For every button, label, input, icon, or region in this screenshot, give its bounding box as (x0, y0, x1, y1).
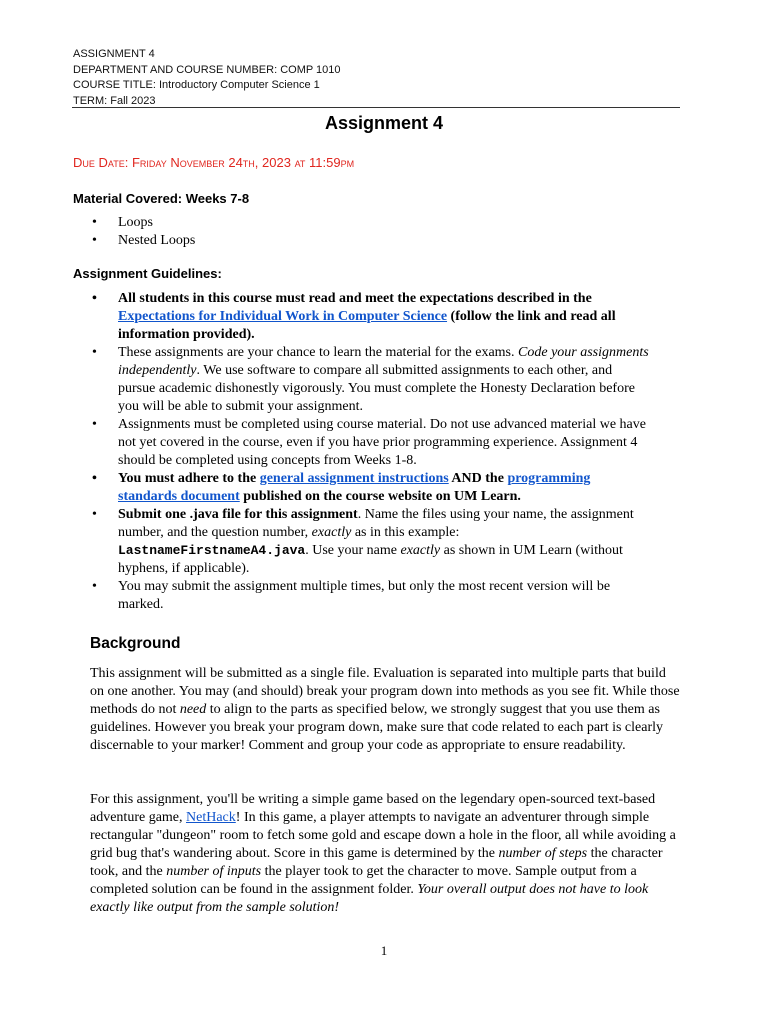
due-date (73, 155, 354, 170)
guideline-text: (follow the link and read all information provided). (118, 309, 616, 342)
guideline-item (90, 344, 650, 416)
list-item: • Loops (90, 214, 195, 232)
header-divider (72, 107, 680, 108)
guideline-emphasis: exactly (400, 543, 441, 558)
guideline-text: These assignments are your chance to learn the material for the exams. (118, 345, 519, 360)
list-item: • Nested Loops (90, 232, 195, 250)
expectations-link[interactable]: Expectations for Individual Work in Computer Science (118, 309, 448, 324)
paragraph-text: the character took, and the (90, 846, 663, 879)
guideline-text: You must adhere to the (118, 471, 260, 486)
guideline-emphasis: Code your assignments independently (118, 345, 649, 378)
material-list (90, 214, 195, 250)
guideline-emphasis: Submit one .java file for this assignment (118, 507, 358, 522)
guideline-text: . Name the files using your name, the assignment number, and the question number, (118, 507, 634, 540)
guideline-text: as in this example: (351, 525, 460, 540)
general-instructions-link[interactable]: general assignment instructions (259, 471, 449, 486)
guideline-text: All students in this course must read and meet the expectations described in the (118, 291, 592, 306)
paragraph-emphasis: number of inputs (166, 864, 262, 879)
background-paragraph-2 (90, 791, 682, 917)
paragraph-emphasis: Your overall output does not have to look exactly like output from the sample solution! (90, 882, 649, 915)
nethack-link[interactable]: NetHack (186, 810, 236, 825)
paragraph-emphasis: need (179, 702, 207, 717)
background-heading: Background (90, 635, 181, 652)
document-header (73, 47, 341, 109)
paragraph-emphasis: number of steps (498, 846, 588, 861)
guideline-item: • You may submit the assignment multiple times, but only the most recent version will be marked. (90, 578, 650, 614)
guideline-text: AND the (448, 471, 508, 486)
filename-example: LastnameFirstnameA4.java (118, 543, 306, 558)
guideline-emphasis: exactly (311, 525, 352, 540)
header-course-number: DEPARTMENT AND COURSE NUMBER: COMP 1010 (73, 63, 341, 76)
paragraph-text: ! In this game, a player attempts to navigate an adventurer through simple rectangular "dungeon" room to fetch some gold and escape down a hole in the floor, all while avoiding a grid bug that's wandering about. Score in this game is determined by the (90, 810, 676, 861)
guideline-text: published on the course website on UM Learn. (239, 489, 521, 504)
header-assignment: ASSIGNMENT 4 (73, 48, 155, 60)
guidelines-heading: Assignment Guidelines: (73, 266, 222, 281)
due-date-label: Due Date: (73, 155, 132, 170)
paragraph-text: This assignment will be submitted as a single file. Evaluation is separated into multiple parts that build on one another. You may (and should) break your program down into methods as you see fit. While those methods do not (90, 666, 680, 717)
material-heading: Material Covered: Weeks 7-8 (73, 191, 250, 206)
header-term: TERM: Fall 2023 (73, 94, 156, 107)
guideline-item (90, 290, 650, 344)
programming-standards-link[interactable]: programming standards document (118, 471, 591, 504)
header-course-title: COURSE TITLE: Introductory Computer Science 1 (73, 79, 320, 91)
paragraph-text: the player took to get the character to move. Sample output from a completed solution can be found in the assignment folder. (90, 864, 637, 897)
guideline-text: . Use your name (305, 543, 401, 558)
page-number: 1 (380, 943, 388, 958)
guideline-item: • Assignments must be completed using course material. Do not use advanced material we have not yet covered in the course, even if you have prior programming experience. Assignment 4 should be completed using concepts from Weeks 1-8. (90, 416, 650, 470)
background-paragraph-1 (90, 665, 682, 755)
paragraph-text: to align to the parts as specified below, we strongly suggest that you use them as guidelines. However you break your program down, make sure that code related to each part is clearly discernable to your marker! Comment and group your code as appropriate to ensure readability. (90, 702, 664, 753)
guideline-text: as shown in UM Learn (without hyphens, if applicable). (118, 543, 623, 576)
guideline-text: . We use software to compare all submitted assignments to each other, and pursue academic dishonestly vigorously. You must complete the Honesty Declaration before you will be able to submit your assignment. (118, 363, 635, 414)
paragraph-text: For this assignment, you'll be writing a simple game based on the legendary open-sourced text-based adventure game, (90, 792, 656, 825)
guideline-item (90, 470, 650, 506)
guideline-item (90, 506, 650, 578)
page-title: Assignment 4 (324, 113, 444, 133)
guidelines-list (90, 290, 650, 614)
due-date-value: Friday November 24th, 2023 at 11:59pm (131, 155, 355, 170)
